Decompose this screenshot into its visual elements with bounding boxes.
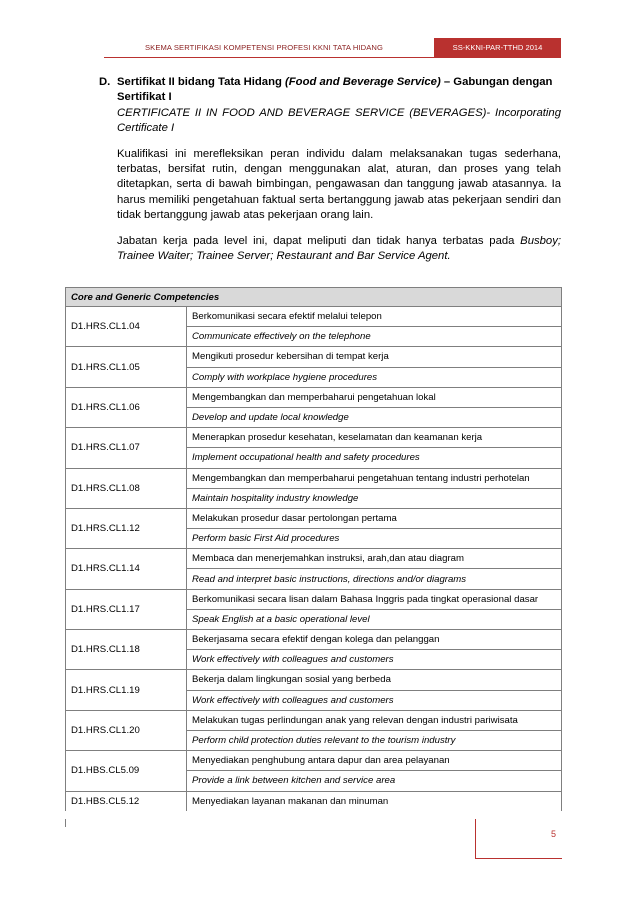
- job-roles-paragraph: [99, 234, 561, 265]
- unit-title-english: Speak English at a basic operational level: [187, 609, 562, 629]
- unit-title-indonesian: Melakukan prosedur dasar pertolongan pertama: [187, 508, 562, 528]
- table-row: [66, 791, 562, 811]
- unit-title-indonesian: Mengembangkan dan memperbaharui pengetahuan lokal: [187, 387, 562, 407]
- unit-title-indonesian: Berkomunikasi secara efektif melalui telepon: [187, 307, 562, 327]
- table-row: [66, 630, 562, 650]
- unit-title-indonesian: Berkomunikasi secara lisan dalam Bahasa Inggris pada tingkat operasional dasar: [187, 589, 562, 609]
- unit-title-indonesian: Melakukan tugas perlindungan anak yang relevan dengan industri pariwisata: [187, 710, 562, 730]
- table-row: [66, 710, 562, 730]
- heading-suffix: – Gabungan dengan Sertifikat I: [117, 76, 553, 104]
- unit-code: D1.HBS.CL5.12: [66, 791, 187, 811]
- competency-table: [65, 287, 562, 811]
- table-row: [66, 589, 562, 609]
- unit-title-indonesian: Membaca dan menerjemahkan instruksi, arah,dan atau diagram: [187, 549, 562, 569]
- table-row: [66, 428, 562, 448]
- unit-title-indonesian: Menyediakan layanan makanan dan minuman: [187, 791, 562, 811]
- unit-title-english: Develop and update local knowledge: [187, 407, 562, 427]
- table-row: [66, 751, 562, 771]
- unit-title-english: Implement occupational health and safety procedures: [187, 448, 562, 468]
- unit-title-indonesian: Mengikuti prosedur kebersihan di tempat kerja: [187, 347, 562, 367]
- section-letter: D.: [99, 76, 111, 88]
- unit-code: D1.HRS.CL1.18: [66, 630, 187, 670]
- unit-code: D1.HRS.CL1.17: [66, 589, 187, 629]
- table-row: [66, 307, 562, 327]
- unit-title-english: Communicate effectively on the telephone: [187, 327, 562, 347]
- table-edge-mark: [65, 819, 66, 827]
- unit-title-english: Provide a link between kitchen and service area: [187, 771, 562, 791]
- unit-title-english: Maintain hospitality industry knowledge: [187, 488, 562, 508]
- unit-title-indonesian: Menyediakan penghubung antara dapur dan area pelayanan: [187, 751, 562, 771]
- table-row: [66, 670, 562, 690]
- table-header-row: [66, 288, 562, 307]
- unit-title-indonesian: Bekerjasama secara efektif dengan kolega dan pelanggan: [187, 630, 562, 650]
- unit-title-english: Read and interpret basic instructions, directions and/or diagrams: [187, 569, 562, 589]
- unit-code: D1.HRS.CL1.07: [66, 428, 187, 468]
- table-row: [66, 387, 562, 407]
- unit-code: D1.HRS.CL1.19: [66, 670, 187, 710]
- unit-code: D1.HRS.CL1.14: [66, 549, 187, 589]
- unit-code: D1.HRS.CL1.12: [66, 508, 187, 548]
- header-divider: [104, 57, 434, 58]
- section-heading: [99, 75, 561, 106]
- unit-title-indonesian: Mengembangkan dan memperbaharui pengetahuan tentang industri perhotelan: [187, 468, 562, 488]
- unit-code: D1.HRS.CL1.04: [66, 307, 187, 347]
- table-header: Core and Generic Competencies: [66, 288, 562, 307]
- section-subtitle: CERTIFICATE II IN FOOD AND BEVERAGE SERVICE (BEVERAGES)- Incorporating Certificate I: [117, 106, 561, 135]
- unit-code: D1.HRS.CL1.05: [66, 347, 187, 387]
- unit-code: D1.HRS.CL1.08: [66, 468, 187, 508]
- unit-title-english: Comply with workplace hygiene procedures: [187, 367, 562, 387]
- page-number: 5: [550, 829, 556, 839]
- unit-title-indonesian: Menerapkan prosedur kesehatan, keselamatan dan keamanan kerja: [187, 428, 562, 448]
- qualification-paragraph: Kualifikasi ini merefleksikan peran individu dalam melaksanakan tugas sederhana, terbatas, bersifat rutin, dengan menggunakan alat, aturan, dan proses yang telah ditetapkan, serta di bawah bimbingan, pengawasan dan tanggung jawab atasannya. Ia harus memiliki pengetahuan faktual serta bertanggung jawab atas pekerjaan sendiri dan tidak bertanggung jawab atas pekerjaan orang lain.: [117, 147, 561, 222]
- header-title: SKEMA SERTIFIKASI KOMPETENSI PROFESI KKNI TATA HIDANG: [145, 43, 383, 52]
- heading-english: (Food and Beverage Service): [285, 76, 441, 88]
- unit-code: D1.HRS.CL1.20: [66, 710, 187, 750]
- page-header: [104, 38, 561, 58]
- job-roles-intro: Jabatan kerja pada level ini, dapat meliputi dan tidak hanya terbatas pada: [117, 234, 521, 247]
- job-roles-list: Busboy; Trainee Waiter; Trainee Server; Restaurant and Bar Service Agent.: [117, 234, 561, 263]
- unit-title-english: Perform child protection duties relevant to the tourism industry: [187, 730, 562, 750]
- header-code-badge: SS-KKNI-PAR-TTHD 2014: [434, 38, 561, 58]
- page-number-box: [475, 819, 562, 859]
- unit-code: D1.HBS.CL5.09: [66, 751, 187, 791]
- table-row: [66, 468, 562, 488]
- heading-prefix: Sertifikat II bidang Tata Hidang: [117, 76, 286, 88]
- table-row: [66, 549, 562, 569]
- unit-title-english: Perform basic First Aid procedures: [187, 529, 562, 549]
- section-content: [99, 75, 561, 264]
- unit-title-english: Work effectively with colleagues and customers: [187, 650, 562, 670]
- table-row: [66, 347, 562, 367]
- unit-title-english: Work effectively with colleagues and customers: [187, 690, 562, 710]
- table-row: [66, 508, 562, 528]
- unit-title-indonesian: Bekerja dalam lingkungan sosial yang berbeda: [187, 670, 562, 690]
- unit-code: D1.HRS.CL1.06: [66, 387, 187, 427]
